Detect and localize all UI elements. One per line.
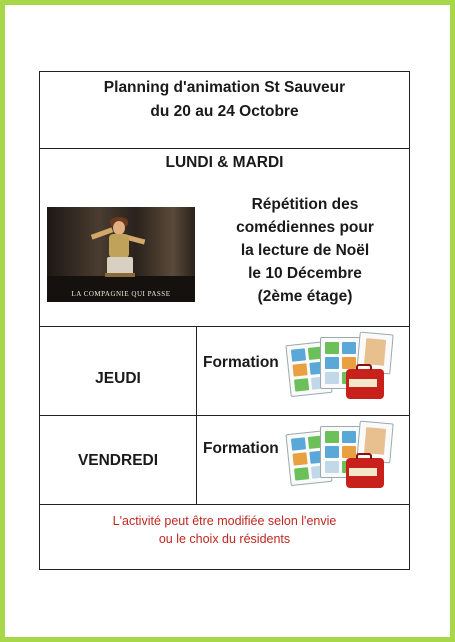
monday-tuesday-row: [40, 149, 409, 327]
footer-row: [40, 505, 409, 571]
friday-row: [40, 416, 409, 505]
monday-tuesday-description: [207, 193, 403, 308]
monday-tuesday-heading: LUNDI & MARDI: [165, 154, 284, 171]
thursday-activity: Formation: [203, 354, 279, 371]
description-line: (2ème étage): [257, 288, 353, 305]
thursday-label: JEUDI: [95, 370, 141, 387]
friday-activity: Formation: [203, 440, 279, 457]
thursday-day-cell: [40, 327, 197, 415]
schedule-table: [39, 71, 410, 570]
training-kit-image: [288, 333, 398, 405]
footer-note-line1: L'activité peut être modifiée selon l'envie: [112, 514, 337, 528]
photo-caption: LA COMPAGNIE QUI PASSE: [71, 290, 171, 298]
schedule-dates: du 20 au 24 Octobre: [150, 103, 299, 120]
theatre-company-photo: [47, 207, 195, 302]
description-line: le 10 Décembre: [248, 265, 362, 282]
friday-day-cell: [40, 416, 197, 504]
title-row: [40, 72, 409, 149]
description-line: la lecture de Noël: [240, 242, 370, 259]
thursday-row: [40, 327, 409, 416]
footer-note-line2: ou le choix du résidents: [158, 532, 291, 546]
schedule-title: Planning d'animation St Sauveur: [103, 79, 346, 96]
description-line: Répétition des: [251, 196, 359, 213]
friday-label: VENDREDI: [77, 452, 159, 469]
training-kit-image: [288, 422, 398, 494]
description-line: comédiennes pour: [236, 219, 374, 236]
